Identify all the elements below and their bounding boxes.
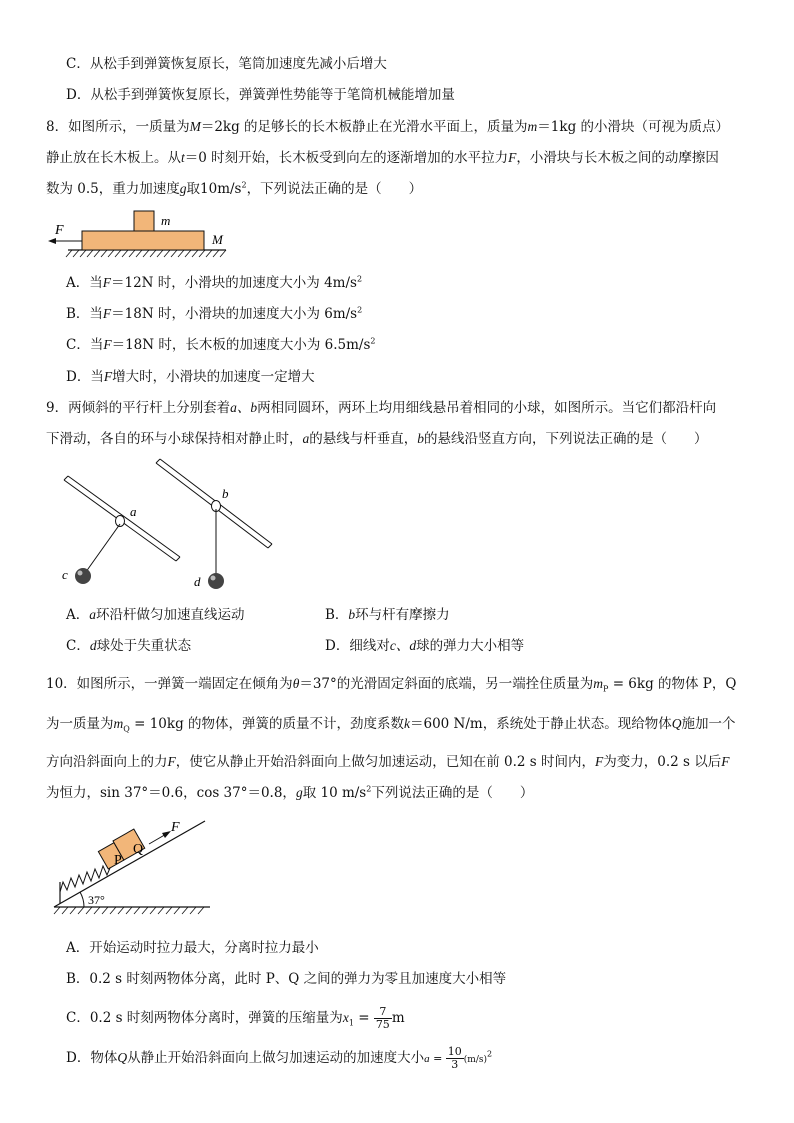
mass-M-label: M — [212, 232, 223, 247]
q8-option-d: D．当F增大时，小滑块的加速度一定增大 — [66, 369, 315, 385]
q9-option-d: D．细线对c、d球的弹力大小相等 — [325, 638, 525, 654]
q9-option-b: B．b环与杆有摩擦力 — [325, 607, 450, 623]
q8-stem-line1: 8．如图所示，一质量为M＝2kg 的足够长的长木板静止在光滑水平面上，质量为m＝1kg 的小滑块（可视为质点） — [46, 119, 729, 135]
label-c: c — [62, 567, 68, 582]
long-board — [82, 231, 204, 250]
fraction-7-75: $\frac{7}{75}$ — [375, 1005, 390, 1031]
q10-option-c: C．0.2 s 时刻两物体分离时，弹簧的压缩量为$x_1$ = $\frac{7}{75}$ m — [66, 1005, 405, 1031]
q8-stem-line2: 静止放在长木板上。从t＝0 时刻开始，长木板受到向左的逐渐增加的水平拉力F，小滑块与长木板之间的动摩擦因 — [46, 150, 719, 166]
q8-option-b: B．当F＝18N 时，小滑块的加速度大小为 $6m/s^2$ — [66, 305, 363, 322]
q10-stem-line3: 方向沿斜面向上的力F，使它从静止开始沿斜面向上做匀加速运动，已知在前 0.2 s 时间内，F为变力，0.2 s 以后F — [46, 754, 730, 770]
small-block — [134, 211, 154, 231]
q10-option-b: B．0.2 s 时刻两物体分离，此时 P、Q 之间的弹力为零且加速度大小相等 — [66, 971, 507, 987]
q10-stem-line4: 为恒力，sin 37°＝0.6，cos 37°＝0.8，g取 10 $m/s^2$下列说法正确的是（ ） — [46, 784, 534, 801]
label-P: P — [114, 853, 122, 868]
q9-stem-line1: 9．两倾斜的平行杆上分别套着a、b两相同圆环，两环上均用细线悬吊着相同的小球，如图所示。当它们都沿杆向 — [46, 400, 717, 416]
q7-option-c: C．从松手到弹簧恢复原长，笔筒加速度先减小后增大 — [66, 56, 387, 72]
q8-option-a: A．当F＝12N 时，小滑块的加速度大小为 $4m/s^2$ — [66, 274, 363, 291]
q9-figure-rods-rings — [56, 458, 280, 596]
ball-c — [75, 568, 91, 584]
fraction-10-3: $\frac{10}{3}$ — [447, 1045, 462, 1071]
q9-option-a: A．a环沿杆做匀加速直线运动 — [66, 607, 245, 623]
label-a: a — [130, 504, 137, 519]
q10-figure-incline — [50, 812, 215, 920]
q10-option-a: A．开始运动时拉力最大，分离时拉力最小 — [66, 940, 319, 956]
q10-stem-line1: 10．如图所示，一弹簧一端固定在倾角为θ＝37°的光滑固定斜面的底端，另一端拴住质量为$m_P = 6kg$ 的物体 P，Q — [46, 676, 737, 694]
q8-stem-line3: 数为 0.5，重力加速度g取$10m/s^2$，下列说法正确的是（ ） — [46, 180, 423, 197]
q9-option-c: C．d球处于失重状态 — [66, 638, 192, 654]
ball-d — [208, 573, 224, 589]
label-Q: Q — [133, 842, 144, 857]
q10-option-d: D．物体Q从静止开始沿斜面向上做匀加速运动的加速度大小a = $\frac{10}{3}$ $(m/s)^2$ — [66, 1045, 493, 1071]
angle-label: 37° — [88, 893, 105, 907]
q10-stem-line2: 为一质量为$m_Q = 10kg$ 的物体，弹簧的质量不计，劲度系数k＝600 N/m，系统处于静止状态。现给物体Q施加一个 — [46, 716, 736, 734]
mass-m-label: m — [161, 213, 171, 228]
q8-figure-board-block — [46, 205, 236, 263]
q8-option-c: C．当F＝18N 时，长木板的加速度大小为 $6.5m/s^2$ — [66, 336, 376, 353]
label-d: d — [194, 574, 201, 589]
force-label: F — [171, 820, 180, 835]
force-label: F — [55, 223, 64, 238]
q9-stem-line2: 下滑动，各自的环与小球保持相对静止时，a的悬线与杆垂直，b的悬线沿竖直方向，下列说法正确的是（ ） — [46, 431, 708, 447]
q7-option-d: D．从松手到弹簧恢复原长，弹簧弹性势能等于笔筒机械能增加量 — [66, 87, 455, 103]
label-b: b — [222, 486, 229, 501]
